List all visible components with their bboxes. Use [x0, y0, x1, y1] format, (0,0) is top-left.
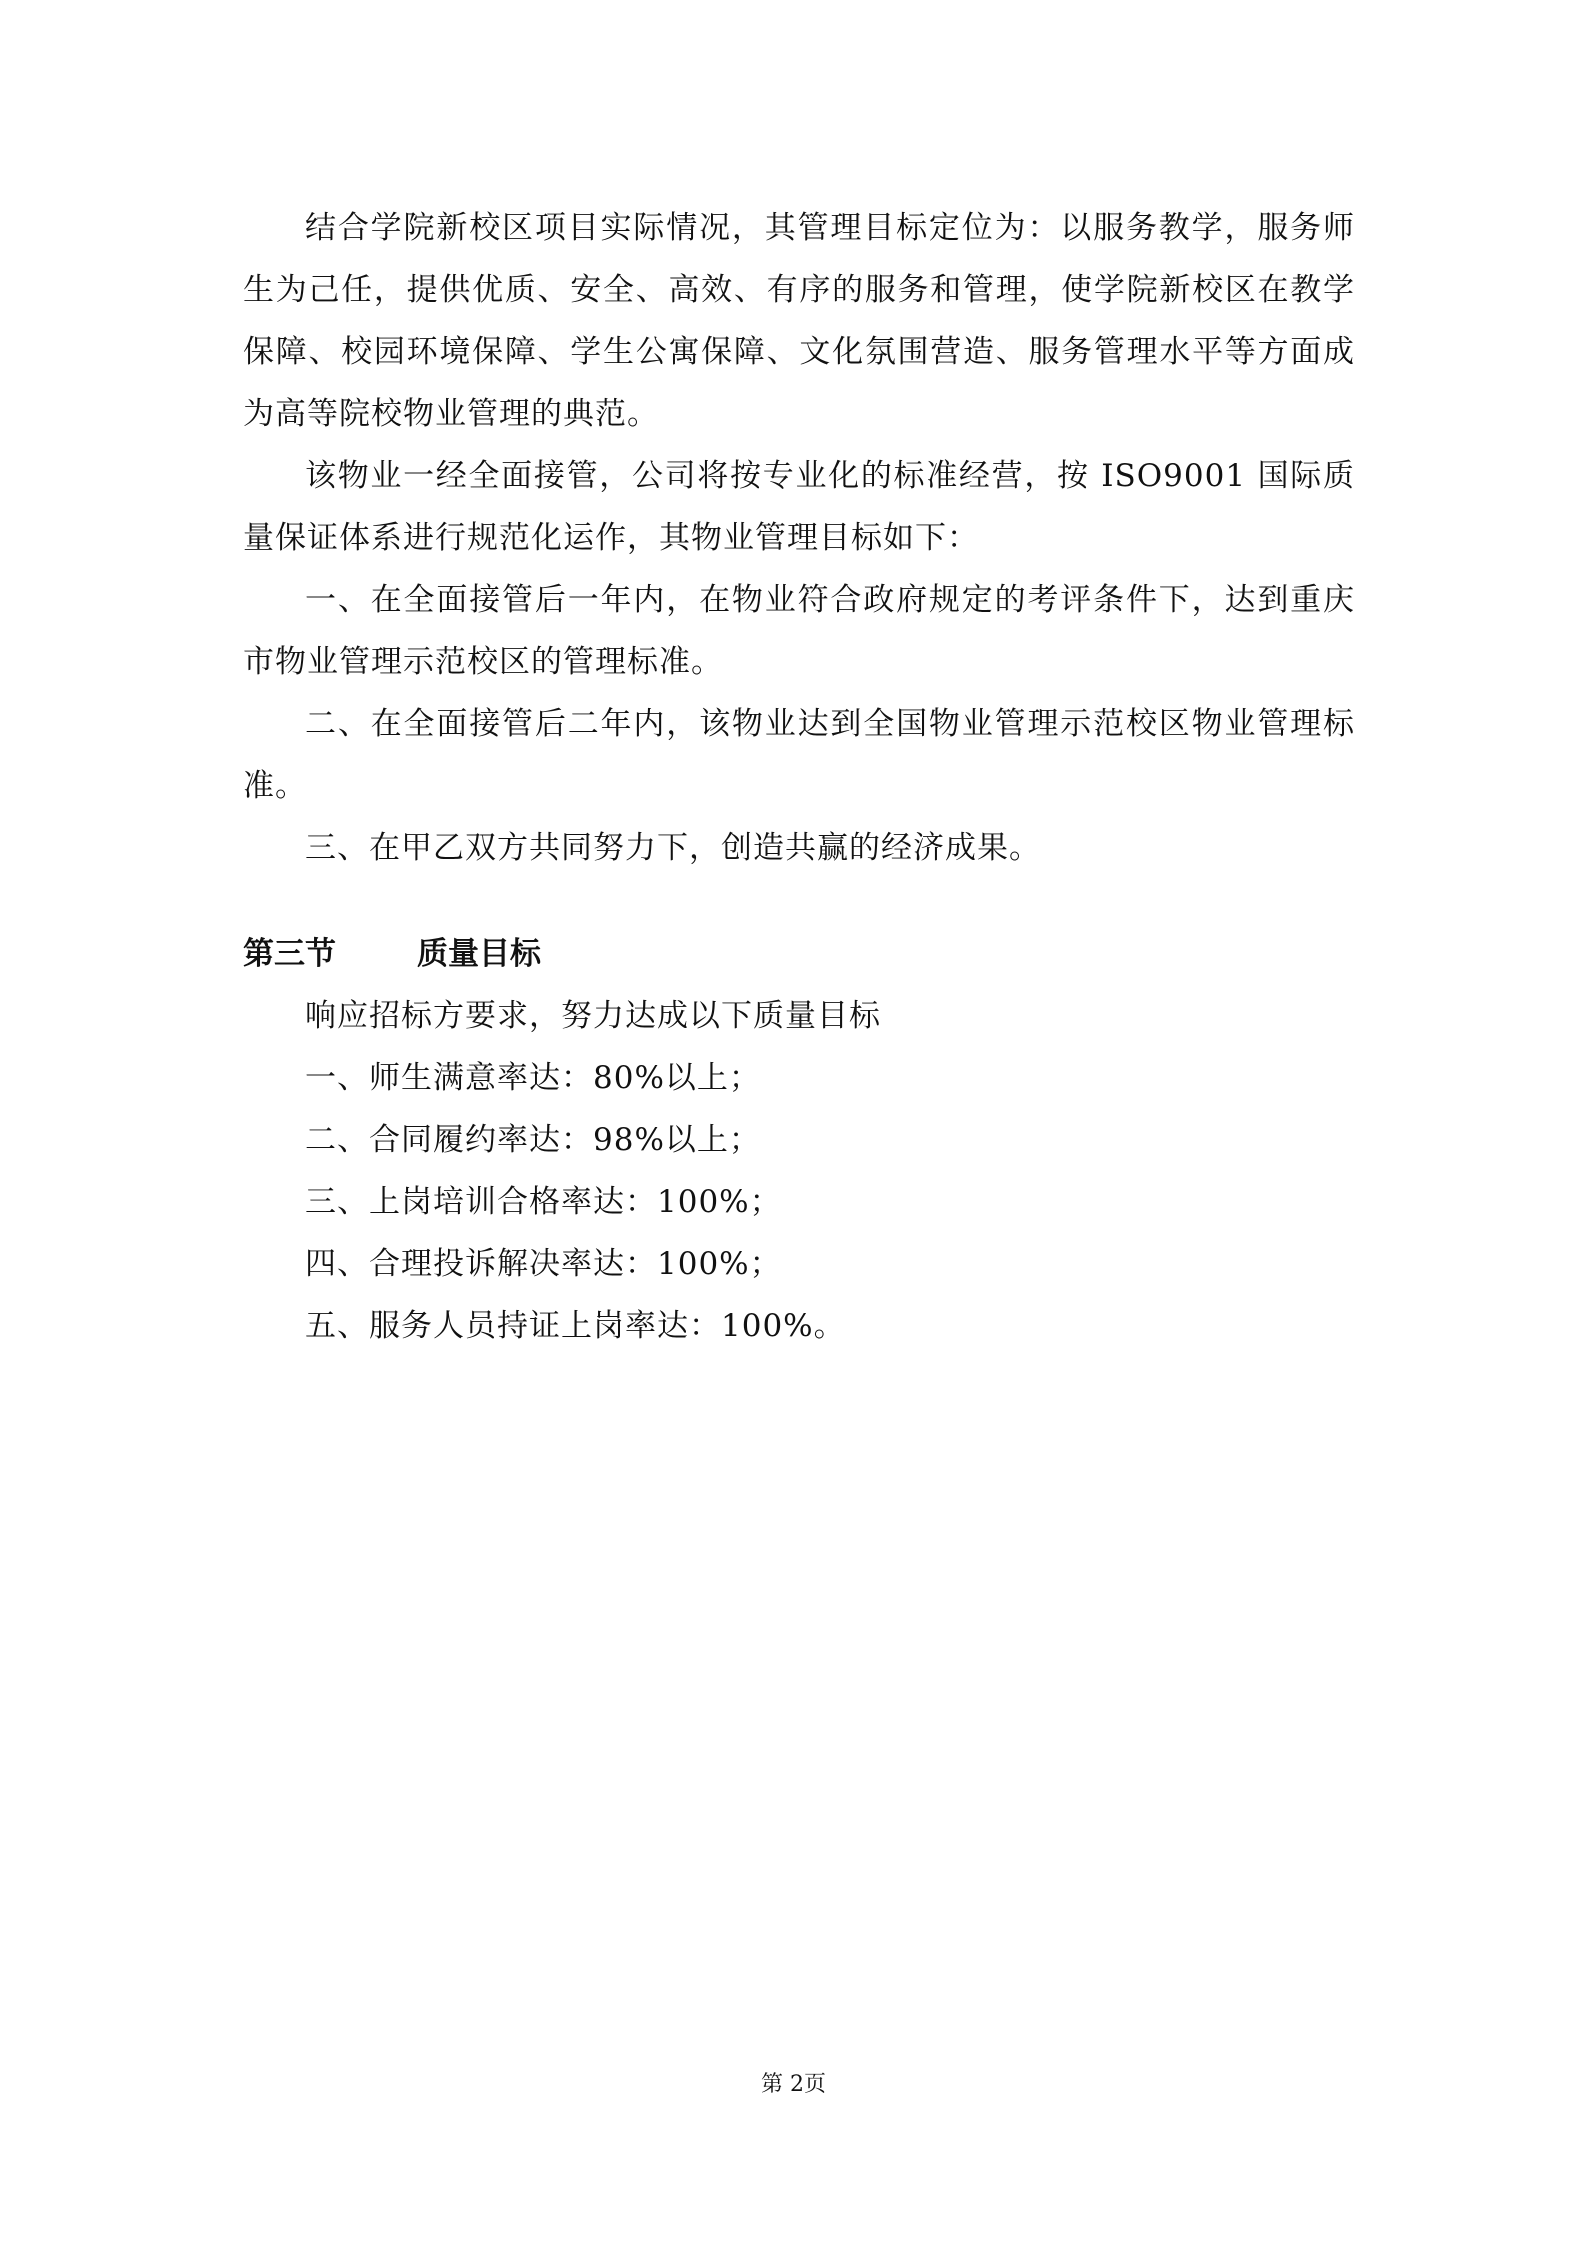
quality-item-training: 三、上岗培训合格率达：100%；: [305, 1184, 782, 1220]
section-intro: 响应招标方要求，努力达成以下质量目标: [305, 998, 881, 1034]
quality-item-satisfaction: 一、师生满意率达：80%以上；: [305, 1060, 761, 1096]
quality-item-complaints: 四、合理投诉解决率达：100%；: [305, 1246, 782, 1282]
paragraph-goal-one: 一、在全面接管后一年内，在物业符合政府规定的考评条件下，达到重庆市物业管理示范校区的管理标准。: [243, 582, 1355, 680]
paragraph-iso-operation: 该物业一经全面接管，公司将按专业化的标准经营，按 ISO9001 国际质量保证体系进行规范化运作，其物业管理目标如下：: [243, 458, 1355, 556]
quality-item-certification: 五、服务人员持证上岗率达：100%。: [305, 1308, 846, 1344]
paragraph-management-goal: 结合学院新校区项目实际情况，其管理目标定位为：以服务教学，服务师生为己任，提供优质、安全、高效、有序的服务和管理，使学院新校区在教学保障、校园环境保障、学生公寓保障、文化氛围营造、服务管理水平等方面成为高等院校物业管理的典范。: [243, 210, 1355, 432]
quality-item-contract: 二、合同履约率达：98%以上；: [305, 1122, 761, 1158]
page-number: 第 2页: [761, 2072, 826, 2097]
section-title: 质量目标: [417, 936, 541, 972]
page-content: [243, 197, 1355, 1357]
paragraph-goal-two: 二、在全面接管后二年内，该物业达到全国物业管理示范校区物业管理标准。: [243, 706, 1355, 804]
section-number: 第三节: [243, 936, 336, 972]
section-heading: [243, 923, 1355, 985]
paragraph-goal-three: 三、在甲乙双方共同努力下，创造共赢的经济成果。: [305, 830, 1041, 866]
section-spacer: [243, 879, 1355, 923]
